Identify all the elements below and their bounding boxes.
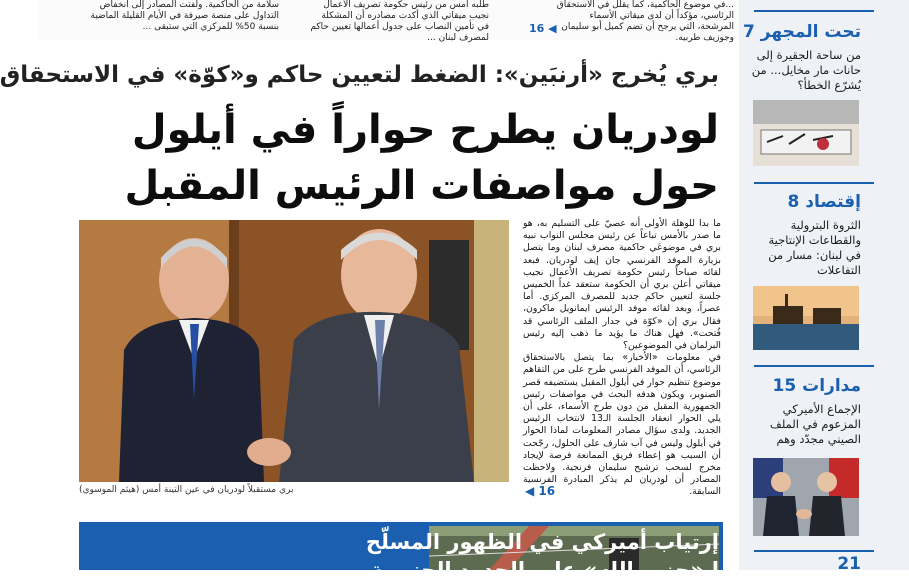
article-photo [79, 220, 509, 482]
article-continued-page: 16 [538, 484, 556, 498]
article-headline-line2[interactable]: حول مواصفات الرئيس المقبل [124, 163, 719, 209]
sidebar-rule [754, 550, 874, 552]
sidebar-item-3-section[interactable]: مدارات 15 [772, 376, 861, 396]
sidebar-item-1-photo [753, 100, 859, 166]
sidebar-rule [754, 365, 874, 367]
top-column-3 [79, 0, 279, 40]
arrow-left-icon: ◀ [525, 484, 535, 498]
top-column-2-text: طلبه أمس من رئيس حكومة تصريف الأعمال نجيب ميقاتي الذي أكدت مصادره أن المشكلة في تأمين النصاب على جدول أعمالها تعيين حاكم لمصرف لبنان ... [310, 0, 489, 43]
sidebar-rule [754, 182, 874, 184]
top-column-1 [554, 0, 734, 43]
article-kicker: بري يُخرج «أرنبَين»: الضغط لتعيين حاكم و«كوّة» في الاستحقاق [0, 62, 719, 88]
bottom-story-title-line1[interactable]: إرتياب أميركي في الظهور المسلّح [365, 530, 719, 554]
article-headline-line1[interactable]: لودريان يطرح حواراً في أيلول [131, 107, 719, 153]
sidebar-item-3-photo [753, 458, 859, 536]
top-column-1-page: 16 [529, 22, 545, 35]
sidebar-item-3-text[interactable]: الإجماع الأميركي المزعوم في الملف الصيني مجدّد وهم [769, 402, 861, 446]
sidebar-item-1-text[interactable]: من ساحة الجقيرة إلى حانات مار مخايل... من يُشرّع الخطأ؟ [751, 48, 861, 92]
sidebar-item-2-photo [753, 286, 859, 350]
bottom-story-title-line2[interactable]: لـ«حزب الله» على الحدود الجنوبية [370, 558, 719, 582]
sidebar-item-1-section[interactable]: تحت المجهر 7 [743, 22, 861, 42]
sidebar-item-2-section[interactable]: إقتصاد 8 [787, 192, 861, 212]
article-body-paragraph-2: في معلومات «الأخبار» بما يتصل بالاستحقاق الرئاسي، أن الموفد الفرنسي طرح على من التقاهم موضوع تنظيم حوار في أيلول المقبل يستضيفه قصر الصنوبر، ويكون هدفه البحث في مواصفات رئيس الجمهورية المقبل من دون طرح الأسماء، على أن يلي الحوار انعقاد الجلسة الـ13 لانتخاب الرئيس الجديد. ولدى سؤال مصادر المعلومات لماذا الحوار في أيلول وليس في آب شارف على الحلول، رجّحت أن السبب هو إعطاء فريق الممانعة فرصة لإيجاد مخرج لسحب ترشيح سليمان فرنجية. ولاحظت المصادر أن لودريان لم يذكر المبادرة الفرنسية السابقة. [523, 352, 721, 498]
sidebar-item-2-text[interactable]: الثروة البترولية والقطاعات الإنتاجية في لبنان: مسار من التفاعلات [768, 218, 861, 277]
arrow-left-icon: ◀ [548, 22, 557, 35]
article-continued-link[interactable] [525, 484, 555, 498]
photo-caption: بري مستقبلاً لودريان في عين التينة أمس (هيثم الموسوي) [79, 485, 294, 495]
top-column-2 [309, 0, 489, 43]
top-column-1-text: ...في موضوع الحاكمية، كما يقلل في الاستحقاق الرئاسي، مؤكداً أن لدى ميقاتي الأسماء المرشحة، التي يرجح أن تضم كميل أبو سليمان وجوزيف طربيه. [556, 0, 734, 43]
top-column-1-page-ref[interactable] [529, 22, 557, 35]
sidebar-rule [754, 10, 874, 12]
article-body-paragraph-1: ما بدا للوهلة الأولى أنه عصيّ على التسليم به، هو ما صدر بالأمس تباعاً عن رئيس مجلس النواب نبيه بري في موضوعَي حاكمية مصرف لبنان وما يتصل بزيارة الموفد الفرنسي جان إيف لودريان. فبعد لقائه صباحاً رئيس حكومة تصريف الأعمال نجيب ميقاتي أعلن بري أن الحكومة ستعقد غداً الخميس جلسة لتعيين حاكم جديد للمصرف المركزي. أما عصراً، وبعد لقائه موفد الرئيس ايمانويل ماكرون، فقال بري إن «كوّة في جدار الملف الرئاسي قد فُتحت». فهل هناك ما يؤيد ما ذهب إليه رئيس البرلمان في الموضوعين؟ [523, 218, 721, 352]
top-column-3-text: سلامة من الحاكمية. ولفتت المصادر إلى انخفاض التداول على منصة صيرفة في الأيام القليلة الماضية بنسبة 50% للمركزي التي ستبقى ... [90, 0, 279, 32]
sidebar-item-4-section[interactable]: 21 [837, 554, 861, 574]
